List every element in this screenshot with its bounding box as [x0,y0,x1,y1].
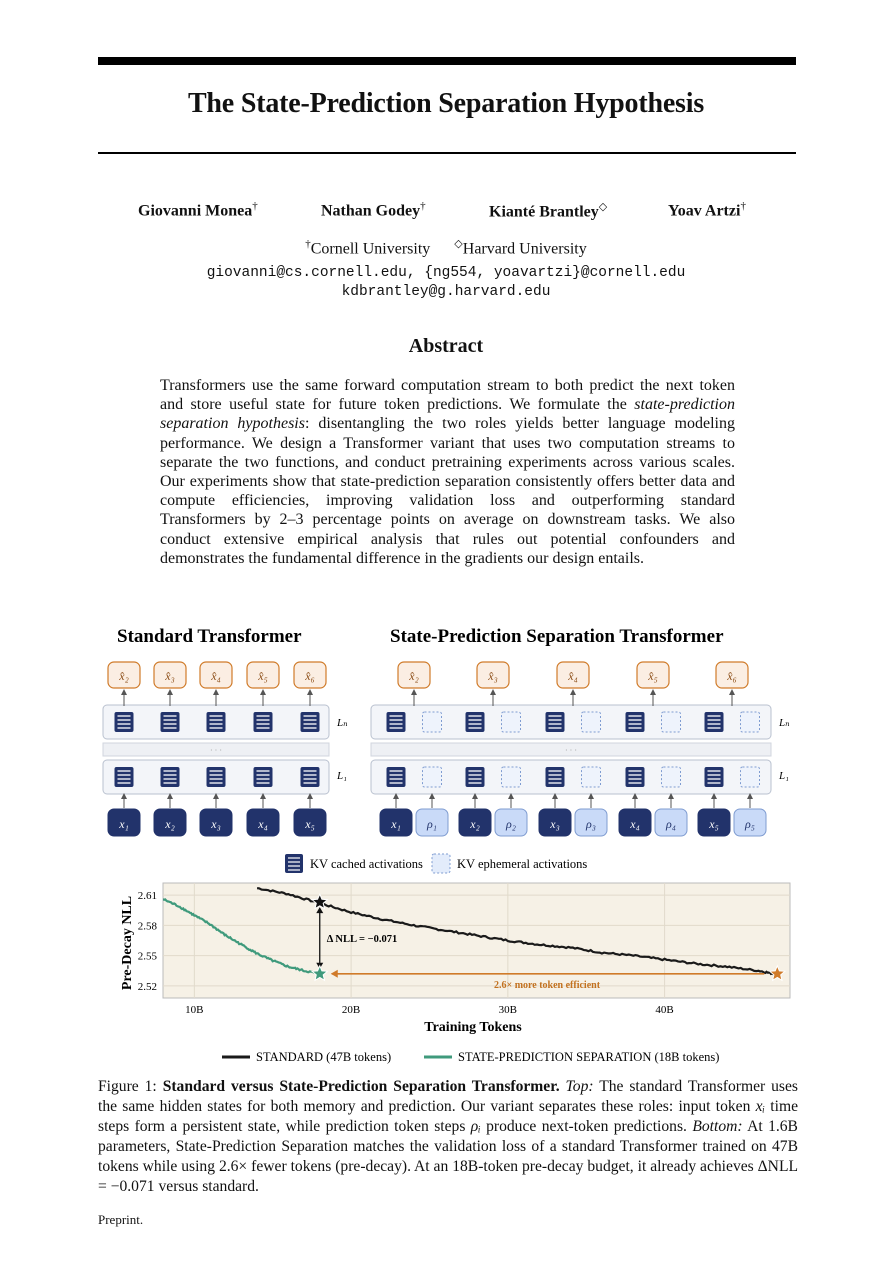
right-l1-cached-2 [466,767,485,787]
left-output-4-label: x̂₅ [258,669,268,683]
legend-sps-label: STATE-PREDICTION SEPARATION (18B tokens) [458,1050,720,1064]
layer-ellipsis: · · · [210,746,222,755]
right-l1-cached-1 [387,767,406,787]
legend-standard-label: STANDARD (47B tokens) [256,1050,392,1064]
left-input-3-label: x₃ [211,817,221,831]
output-arrowhead [570,689,576,695]
right-ln-ephemeral-4 [662,712,681,732]
output-arrowhead [729,689,735,695]
output-arrowhead [490,689,496,695]
right-pred-token-4-label: ρ₄ [666,817,676,831]
left-panel-title: Standard Transformer [117,626,302,647]
right-l1-ephemeral-1 [423,767,442,787]
left-l1-cached-2 [161,767,180,787]
right-input-1-label: x₁ [391,817,401,831]
chart-legend [222,1050,719,1064]
output-arrowhead [411,689,417,695]
right-input-3-label: x₃ [550,817,560,831]
right-ln-cached-4 [626,712,645,732]
left-l1-cached-1 [115,767,134,787]
x-axis-label: Training Tokens [424,1020,522,1035]
author-4: Yoav Artzi† [668,200,746,220]
affiliations: †Cornell University ◇Harvard University [305,238,587,258]
output-arrowhead [260,689,266,695]
left-output-5-label: x̂₆ [305,669,315,683]
output-arrowhead [213,689,219,695]
y-tick-label: 2.52 [137,980,157,993]
right-ln-ephemeral-1 [423,712,442,732]
right-ln-ephemeral-3 [582,712,601,732]
right-input-2-label: x₂ [470,817,480,831]
author-3: Kianté Brantley◇ [489,201,608,221]
right-output-5-label: x̂₆ [727,669,737,683]
layer-1-label: L₁ [779,770,789,782]
right-pred-token-2-label: ρ₂ [506,817,516,831]
right-output-2-label: x̂₃ [488,669,498,683]
email-line-1: giovanni@cs.cornell.edu, {ng554, yoavartzi}@cornell.edu [206,265,686,281]
abstract-text: Transformers use the same forward computation stream to both predict the next token and store useful state for future token predictions. We formulate the state-prediction separation hypothesis: disentangling the two roles yields better language modeling performance. We design a Transformer variant that uses two computation streams to separate the two functions, and conduct pretraining experiments across various scales. Our experiments show that state-prediction separation consistently offers better data and compute efficiencies, improving validation loss and outperforming standard Transformers by 2–3 percentage points on average on downstream tasks. We also conduct extensive empirical analysis that rules out potential confounders and demonstrates the fundamental difference in the gradients our design entails. [160,377,735,567]
kv-ephemeral-swatch [432,854,450,873]
right-pred-token-1-label: ρ₁ [427,817,437,831]
delta-label: Δ NLL = −0.071 [326,933,398,945]
paper-title: The State-Prediction Separation Hypothesis [187,88,705,119]
left-ln-cached-3 [207,712,226,732]
output-arrowhead [121,689,127,695]
right-l1-ephemeral-3 [582,767,601,787]
right-input-5-label: x₅ [709,817,719,831]
right-output-3-label: x̂₄ [568,669,578,683]
left-ln-cached-5 [301,712,320,732]
y-tick-label: 2.58 [137,920,157,933]
right-panel-title: State-Prediction Separation Transformer [390,626,724,647]
kv-cached-label: KV cached activations [310,857,423,871]
right-pred-token-5-label: ρ₅ [745,817,755,831]
right-ln-cached-2 [466,712,485,732]
right-ln-ephemeral-2 [502,712,521,732]
left-l1-cached-3 [207,767,226,787]
left-input-1-label: x₁ [119,817,129,831]
output-arrowhead [650,689,656,695]
author-1: Giovanni Monea† [138,200,258,220]
right-l1-ephemeral-5 [741,767,760,787]
output-arrowhead [167,689,173,695]
footer-preprint: Preprint. [98,1212,144,1227]
right-ln-cached-1 [387,712,406,732]
kv-legend [285,854,587,873]
right-l1-cached-3 [546,767,565,787]
left-l1-cached-5 [301,767,320,787]
layer-1-label: L₁ [337,770,347,782]
right-ln-ephemeral-5 [741,712,760,732]
x-tick-label: 30B [498,1004,518,1016]
right-l1-cached-5 [705,767,724,787]
left-l1-cached-4 [254,767,273,787]
y-tick-label: 2.61 [137,890,157,903]
right-ln-cached-5 [705,712,724,732]
output-arrowhead [307,689,313,695]
plot-area [163,883,790,998]
left-ln-cached-2 [161,712,180,732]
left-ln-cached-1 [115,712,134,732]
abstract-heading: Abstract [408,335,484,357]
right-l1-ephemeral-2 [502,767,521,787]
left-input-4-label: x₄ [258,817,268,831]
figure-caption: Figure 1: Standard versus State-Prediction Separation Transformer. Top: The standard Transformer uses the same hidden states for both memory and prediction. Our variant separates these roles: input token xᵢ time steps form a persistent state, while prediction token steps ρᵢ produce next-token predictions. Bottom: At 1.6B parameters, State-Prediction Separation matches the validation loss of a standard Transformer trained on 47B tokens while using 2.6× fewer tokens (pre-decay). At an 18B-token pre-decay budget, it already achieves ΔNLL = −0.071 versus standard. [98,1078,798,1195]
right-input-4-label: x₄ [630,817,640,831]
kv-ephemeral-label: KV ephemeral activations [457,857,588,871]
right-output-4-label: x̂₅ [648,669,658,683]
layer-n-label: Lₙ [337,717,348,729]
left-output-1-label: x̂₂ [119,669,129,683]
x-tick-label: 40B [655,1004,674,1016]
author-2: Nathan Godey† [321,200,426,220]
right-ln-cached-3 [546,712,565,732]
right-pred-token-3-label: ρ₃ [586,817,596,831]
y-tick-label: 2.55 [137,950,157,963]
right-l1-cached-4 [626,767,645,787]
y-axis-label: Pre-Decay NLL [120,895,135,991]
efficiency-label: 2.6× more token efficient [494,979,601,991]
left-input-5-label: x₅ [305,817,315,831]
left-ln-cached-4 [254,712,273,732]
email-line-2: kdbrantley@g.harvard.edu [341,284,551,300]
right-l1-ephemeral-4 [662,767,681,787]
x-tick-label: 10B [185,1004,204,1016]
layer-n-label: Lₙ [779,717,790,729]
left-output-3-label: x̂₄ [211,669,221,683]
layer-ellipsis: · · · [565,746,577,755]
x-tick-label: 20B [341,1004,361,1016]
right-output-1-label: x̂₂ [409,669,419,683]
left-input-2-label: x₂ [165,817,175,831]
left-output-2-label: x̂₃ [165,669,175,683]
